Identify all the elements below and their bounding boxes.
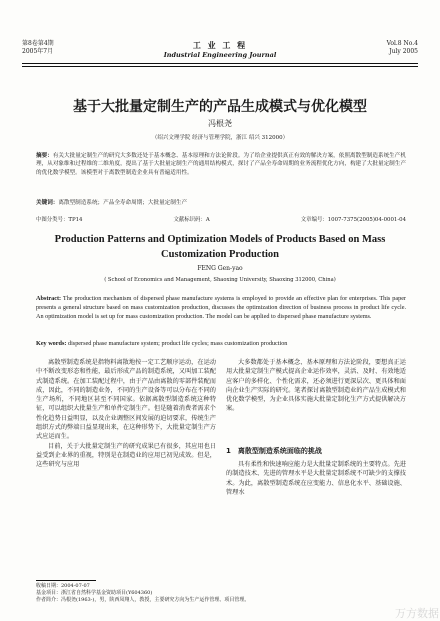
footnote-received: 收稿日期：2004-07-07 xyxy=(36,583,90,589)
journal-name-zh: 工 业 工 程 xyxy=(192,40,248,50)
keywords-zh xyxy=(36,199,406,207)
keywords-en-text: dispersed phase manufacture system; product life cycles; mass customization production xyxy=(67,340,288,347)
volume-issue-text: 第8卷第4期 xyxy=(22,40,54,47)
body-paragraph: 大多数都处于基本概念、基本原理和方法论阶段，要想真正运用大批量定制生产模式提高企业运作效率，灵活、及时、有效地适应客户的多样化、个性化需求，还必须进行更深层次、更具体和面向企业生产实际的研究。笔者探讨离散型制造业的产品生成模式和优化数学模型，为企业具体实施大批量定制化生产方式提供解决方案。 xyxy=(226,359,406,413)
publication-date-text: 2005年7月 xyxy=(22,48,54,55)
keywords-en xyxy=(36,340,406,347)
body-left-column xyxy=(36,358,216,470)
author-en: FENG Gen-yao xyxy=(197,265,243,272)
keywords-en-label: Key words: xyxy=(36,340,67,347)
body-right-column-lower xyxy=(226,460,406,497)
body-paragraph: 具有柔性和快速响应能力是大批量定制系统的主要特点。先进的制造技术、先进的管理水平是大批量定制系统不可缺少的支撑技术。为此，离散型制造系统在应变能力、信息化水平、基础设施、管理水 xyxy=(226,461,406,496)
abstract-zh-text: 有关大批量定制生产的研究大多数还处于基本概念、基本原理和方法论阶段。为了给企业提供真正有效的解决方案，依照离散型制造系统生产机理，从对象维和过程维的二维角度，提出了基于大批量定制生产的通用结构模式，探讨了产品全寿命周期的业务流程优化方向，构建了大批量定制生产的优化数学模型。该模型对于离散型制造企业具有普遍适用性。 xyxy=(36,153,406,176)
author-zh: 冯根尧 xyxy=(208,119,232,128)
footnote-bio: 作者简介：冯根尧(1963-)，男，陕西凤翔人，教授，主要研究方向为生产运作管理、项目管理。 xyxy=(36,597,250,603)
header-rule xyxy=(22,63,418,64)
keywords-zh-label: 关键词： xyxy=(36,200,59,206)
watermark: 万方数据 xyxy=(395,607,439,620)
paper-title-zh: 基于大批量定制生产的产品生成模式与优化模型 xyxy=(73,99,367,115)
keywords-zh-text: 离散型制造系统；产品全寿命周期；大批量定制生产 xyxy=(58,200,188,206)
journal-volume-issue-en xyxy=(387,40,418,56)
affiliation-en: ( School of Economics and Management, Shaoxing University, Shaoxing 312000, China) xyxy=(104,277,336,283)
publication-date-en-text: July 2005 xyxy=(389,48,418,55)
abstract-en-label: Abstract: xyxy=(36,295,62,302)
journal-name xyxy=(150,40,290,59)
header-rule-thin xyxy=(22,66,418,67)
footnote-rule xyxy=(36,580,96,581)
footnote-fund: 基金项目：浙江省自然科学基金资助项目(Y604360) xyxy=(36,590,153,596)
abstract-zh-label: 摘要： xyxy=(36,153,53,159)
paper-title-en: Production Patterns and Optimization Models of Products Based on Mass Customization Production xyxy=(54,234,386,260)
abstract-en-text: The production mechanism of dispersed phase manufacture systems is employed to provide an effective plan for enterprises. This paper presents a general structure based on mass customization production, discusses the optimization direction of business process in product life cycle. An optimization model is set up for mass customization production. The model can be applied to dispersed phase manufacture systems. xyxy=(36,295,406,321)
classification-row xyxy=(36,215,406,223)
abstract-zh xyxy=(36,152,406,177)
journal-volume-issue xyxy=(22,40,54,56)
document-code: 文献标识码：A xyxy=(173,217,210,223)
volume-issue-en-text: Vol.8 No.4 xyxy=(386,40,418,47)
affiliation-zh: （绍兴文理学院 经济与管理学院，浙江 绍兴 312000） xyxy=(151,135,289,141)
article-number: 文章编号：1007-7375(2005)04-0001-04 xyxy=(300,217,406,223)
abstract-en xyxy=(36,294,406,322)
section-heading: 1 离散型制造系统面临的挑战 xyxy=(226,447,322,455)
body-paragraph: 离散型制造系统是指物料离散地按一定工艺顺序运动，在运动中不断改变形态和性能，最后形成产品的制造系统，又叫加工装配式制造系统。在加工装配过程中，由于产品由离散的零部件装配而成，因此，不同的制造业务，不同的生产设备等可以分布在不同的生产场所，不同地区甚至不同国家。依据离散型制造系统这种特征，可以组织大批量生产和单件定制生产。但是随着消费者需求个性化趋势日益明显，以及企业调整区间发展的迫切要求，传统生产组织方式的弊端日益显现出来，在这种形势下，大批量定制生产方式应运而生。 xyxy=(36,359,216,441)
clc-number: 中图分类号：TP14 xyxy=(36,217,83,223)
journal-name-en: Industrial Engineering Journal xyxy=(163,51,277,59)
body-paragraph: 目前，关于大批量定制生产的研究成果已有很多，其应用也日益受到企业界的重视，特别是在制造业的应用已初见成效。但是，这些研究与应用 xyxy=(36,442,216,469)
body-right-column xyxy=(226,358,406,414)
